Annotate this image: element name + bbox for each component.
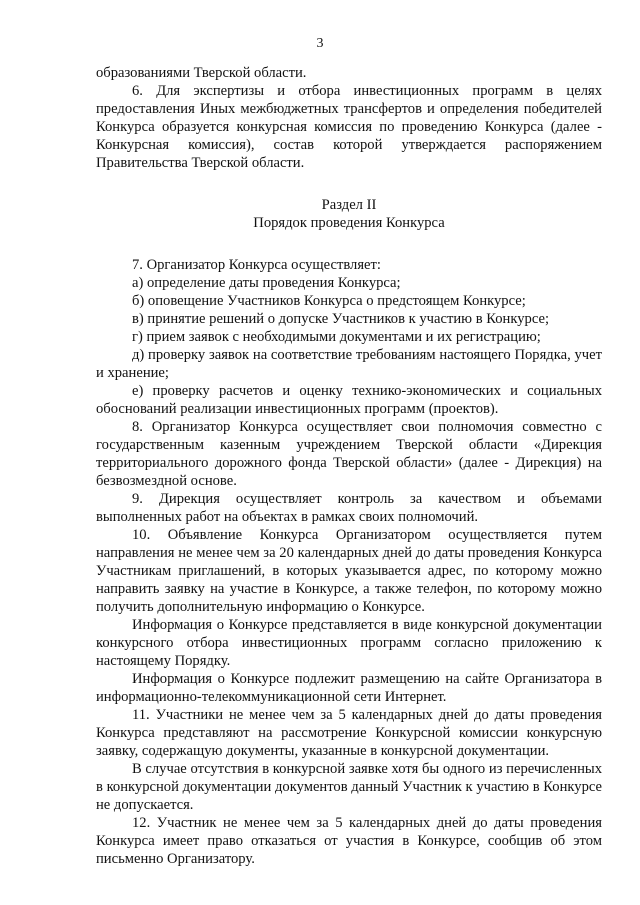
section-header — [96, 196, 602, 232]
paragraph: 6. Для экспертизы и отбора инвестиционных программ в целях предоставления Иных межбюджетных трансфертов и определения победителей Конкурса образуется конкурсная комиссия по проведению Конкурса (далее - Конкурсная комиссия), состав которой утверждается распоряжением Правительства Тверской области. — [96, 83, 602, 171]
paragraph: 9. Дирекция осуществляет контроль за качеством и объемами выполненных работ на объектах в рамках своих полномочий. — [96, 491, 602, 525]
paragraph: в) принятие решений о допуске Участников к участию в Конкурсе; — [132, 311, 550, 327]
paragraph: г) прием заявок с необходимыми документами и их регистрацию; — [132, 329, 541, 345]
paragraph: е) проверку расчетов и оценку технико-экономических и социальных обоснований реализации инвестиционных программ (проектов). — [96, 383, 602, 417]
page-number: 3 — [316, 36, 324, 51]
paragraph: 12. Участник не менее чем за 5 календарных дней до даты проведения Конкурса имеет право отказаться от участия в Конкурсе, сообщив об этом письменно Организатору. — [96, 815, 602, 867]
paragraph: а) определение даты проведения Конкурса; — [132, 275, 401, 291]
paragraph: 8. Организатор Конкурса осуществляет свои полномочия совместно с государственным казенным учреждением Тверской области «Дирекция территориального дорожного фонда Тверской области» (далее - Дирекция) на безвозмездной основе. — [96, 419, 602, 489]
section-number: Раздел II — [321, 197, 377, 213]
paragraph: д) проверку заявок на соответствие требованиям настоящего Порядка, учет и хранение; — [96, 347, 602, 381]
paragraph: В случае отсутствия в конкурсной заявке хотя бы одного из перечисленных в конкурсной документации документов данный Участник к участию в Конкурсе не допускается. — [96, 761, 602, 813]
paragraph: б) оповещение Участников Конкурса о предстоящем Конкурсе; — [132, 293, 526, 309]
paragraph: 11. Участники не менее чем за 5 календарных дней до даты проведения Конкурса представляют на рассмотрение Конкурсной комиссии конкурсную заявку, содержащую документы, указанные в конкурсной документации. — [96, 707, 602, 759]
paragraph: 10. Объявление Конкурса Организатором осуществляется путем направления не менее чем за 20 календарных дней до даты проведения Конкурса Участникам приглашений, в которых указывается адрес, по которому можно направить заявку на участие в Конкурсе, а также телефон, по которому можно получить дополнительную информацию о Конкурсе. — [96, 527, 602, 615]
paragraph: образованиями Тверской области. — [96, 65, 307, 81]
paragraph: 7. Организатор Конкурса осуществляет: — [132, 257, 381, 273]
paragraph: Информация о Конкурсе подлежит размещению на сайте Организатора в информационно-телекоммуникационной сети Интернет. — [96, 671, 602, 705]
document-body — [96, 64, 602, 868]
section-title: Порядок проведения Конкурса — [253, 215, 445, 231]
paragraph: Информация о Конкурсе представляется в виде конкурсной документации конкурсного отбора инвестиционных программ согласно приложению к настоящему Порядку. — [96, 617, 602, 669]
